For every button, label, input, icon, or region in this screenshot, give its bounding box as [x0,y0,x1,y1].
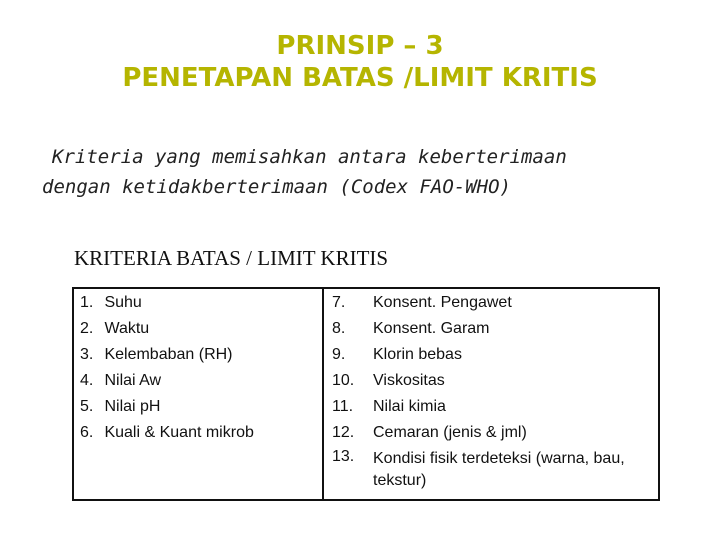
item-label: Konsent. Garam [373,320,490,337]
list-item [332,420,652,446]
right-criteria-list [332,290,652,492]
item-number: 9. [332,346,346,363]
item-number: 3. [80,346,94,363]
list-item [80,316,254,342]
item-label: Cemaran (jenis & jml) [373,424,527,441]
item-number: 7. [332,294,346,311]
item-label: Konsent. Pengawet [373,294,512,311]
definition-line-1: Kriteria yang memisahkan antara keberterimaan [52,146,567,168]
item-label: Kuali & Kuant mikrob [104,424,254,441]
slide-title-line-2: PENETAPAN BATAS /LIMIT KRITIS [122,63,598,93]
item-number: 2. [80,320,94,337]
column-divider [322,287,324,501]
item-label: Suhu [104,294,142,311]
item-number: 5. [80,398,94,415]
list-item [80,420,254,446]
definition-line-2: dengan ketidakberterimaan (Codex FAO-WHO) [42,176,511,198]
list-item [80,394,254,420]
list-item [332,446,652,492]
criteria-subheading: KRITERIA BATAS / LIMIT KRITIS [74,246,389,270]
list-item [332,290,652,316]
item-label: Nilai kimia [373,398,446,415]
slide-title-line-1: PRINSIP – 3 [276,31,444,61]
item-number: 1. [80,294,94,311]
item-label: Waktu [104,320,150,337]
item-label: Kelembaban (RH) [104,346,233,363]
item-number: 12. [332,424,355,441]
list-item [332,316,652,342]
item-label: Klorin bebas [373,346,462,363]
item-number: 13. [332,448,355,465]
left-criteria-list [80,290,254,446]
list-item [332,394,652,420]
item-number: 11. [332,398,354,415]
item-label: Nilai pH [104,398,161,415]
item-label: Viskositas [373,372,445,389]
item-number: 6. [80,424,94,441]
list-item [332,368,652,394]
list-item [80,368,254,394]
item-number: 10. [332,372,355,389]
item-label: Kondisi fisik terdeteksi (warna, bau, tekstur) [373,450,625,489]
list-item [80,342,254,368]
item-label: Nilai Aw [104,372,162,389]
item-number: 4. [80,372,94,389]
list-item [80,290,254,316]
list-item [332,342,652,368]
item-number: 8. [332,320,346,337]
